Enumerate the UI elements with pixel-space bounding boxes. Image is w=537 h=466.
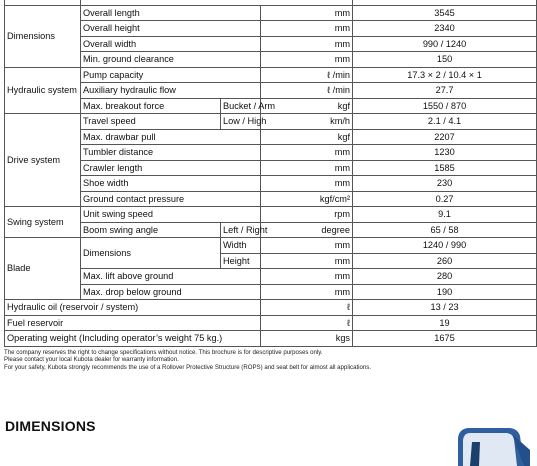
table-row [5,238,537,254]
table-row [5,222,537,238]
spec-value: 150 [353,52,537,68]
table-row [5,5,537,21]
spec-unit: mm [261,36,353,52]
spec-unit: mm [261,21,353,37]
spec-unit: ℓ [261,315,353,331]
table-row [5,52,537,68]
spec-group-swing: Swing system [5,207,81,238]
table-row [5,129,537,145]
spec-label: Overall length [81,5,261,21]
spec-label: Dimensions [81,238,221,269]
spec-unit: kgf [261,129,353,145]
spec-value: 9.1 [353,207,537,223]
spec-label: Unit swing speed [81,207,261,223]
spec-sublabel: Left / Right [221,222,261,238]
excavator-cab-image [450,424,536,466]
spec-sublabel: Bucket / Arm [221,98,261,114]
spec-value: 13 / 23 [353,300,537,316]
spec-label: Boom swing angle [81,222,221,238]
table-row [5,67,537,83]
spec-label: Ground contact pressure [81,191,261,207]
spec-value: 190 [353,284,537,300]
table-row [5,191,537,207]
spec-value: 65 / 58 [353,222,537,238]
spec-table [4,0,537,347]
spec-unit: mm [261,52,353,68]
spec-label: Operating weight (Including operator’s weight 75 kg.) [5,331,261,347]
spec-unit: mm [261,160,353,176]
spec-unit: mm [261,176,353,192]
spec-sublabel: Low / High [221,114,261,130]
table-row [5,207,537,223]
spec-label: Auxiliary hydraulic flow [81,83,261,99]
spec-unit: ℓ [261,300,353,316]
spec-label: Max. breakout force [81,98,221,114]
spec-unit: mm [261,284,353,300]
spec-sublabel: Width [221,238,261,254]
spec-unit: kgf [261,98,353,114]
section-heading: DIMENSIONS [5,418,96,434]
spec-label: Overall height [81,21,261,37]
spec-label: Max. drop below ground [81,284,261,300]
spec-label: Tumbler distance [81,145,261,161]
table-row [5,284,537,300]
spec-unit: mm [261,238,353,254]
spec-value: 1675 [353,331,537,347]
spec-value: 230 [353,176,537,192]
spec-value: 990 / 1240 [353,36,537,52]
note-line: For your safety, Kubota strongly recommends the use of a Rollover Protective Structure (ROPS) and seat belt for almost all applications. [4,363,372,371]
table-row [5,36,537,52]
spec-label: Fuel reservoir [5,315,261,331]
note-line: Please contact your local Kubota dealer for warranty information. [4,356,179,364]
spec-unit: ℓ /min [261,83,353,99]
spec-unit: km/h [261,114,353,130]
spec-label: Hydraulic oil (reservoir / system) [5,300,261,316]
spec-value: 1585 [353,160,537,176]
table-row [5,21,537,37]
spec-label: Travel speed [81,114,221,130]
spec-group-hydraulic: Hydraulic system [5,67,81,114]
spec-value: 17.3 × 2 / 10.4 × 1 [353,67,537,83]
spec-label: Shoe width [81,176,261,192]
table-row [5,331,537,347]
spec-unit: degree [261,222,353,238]
spec-unit: ℓ /min [261,67,353,83]
spec-label: Min. ground clearance [81,52,261,68]
spec-unit: mm [261,269,353,285]
spec-group-blade: Blade [5,238,81,300]
spec-label: Overall width [81,36,261,52]
spec-label: Crawler length [81,160,261,176]
spec-value: 2.1 / 4.1 [353,114,537,130]
spec-unit: mm [261,145,353,161]
spec-group-dimensions: Dimensions [5,5,81,67]
note-line: The company reserves the right to change specifications without notice. This brochure is for descriptive purposes only. [4,349,323,356]
spec-unit: mm [261,5,353,21]
spec-value: 1240 / 990 [353,238,537,254]
spec-value: 27.7 [353,83,537,99]
table-row [5,145,537,161]
spec-value: 260 [353,253,537,269]
table-row [5,98,537,114]
table-row [5,315,537,331]
spec-value: 19 [353,315,537,331]
disclaimer-notes [4,349,532,371]
table-row [5,300,537,316]
spec-unit: rpm [261,207,353,223]
spec-value: 1230 [353,145,537,161]
table-row [5,83,537,99]
table-row [5,269,537,285]
spec-value: 2207 [353,129,537,145]
table-row [5,160,537,176]
spec-label: Max. drawbar pull [81,129,261,145]
spec-unit: kgs [261,331,353,347]
spec-group-drive: Drive system [5,114,81,207]
spec-unit: mm [261,253,353,269]
table-row [5,114,537,130]
spec-value: 0.27 [353,191,537,207]
spec-value: 2340 [353,21,537,37]
spec-value: 1550 / 870 [353,98,537,114]
spec-unit: kgf/cm² [261,191,353,207]
spec-value: 3545 [353,5,537,21]
spec-sublabel: Height [221,253,261,269]
spec-value: 280 [353,269,537,285]
spec-label: Pump capacity [81,67,261,83]
table-row [5,176,537,192]
spec-label: Max. lift above ground [81,269,261,285]
